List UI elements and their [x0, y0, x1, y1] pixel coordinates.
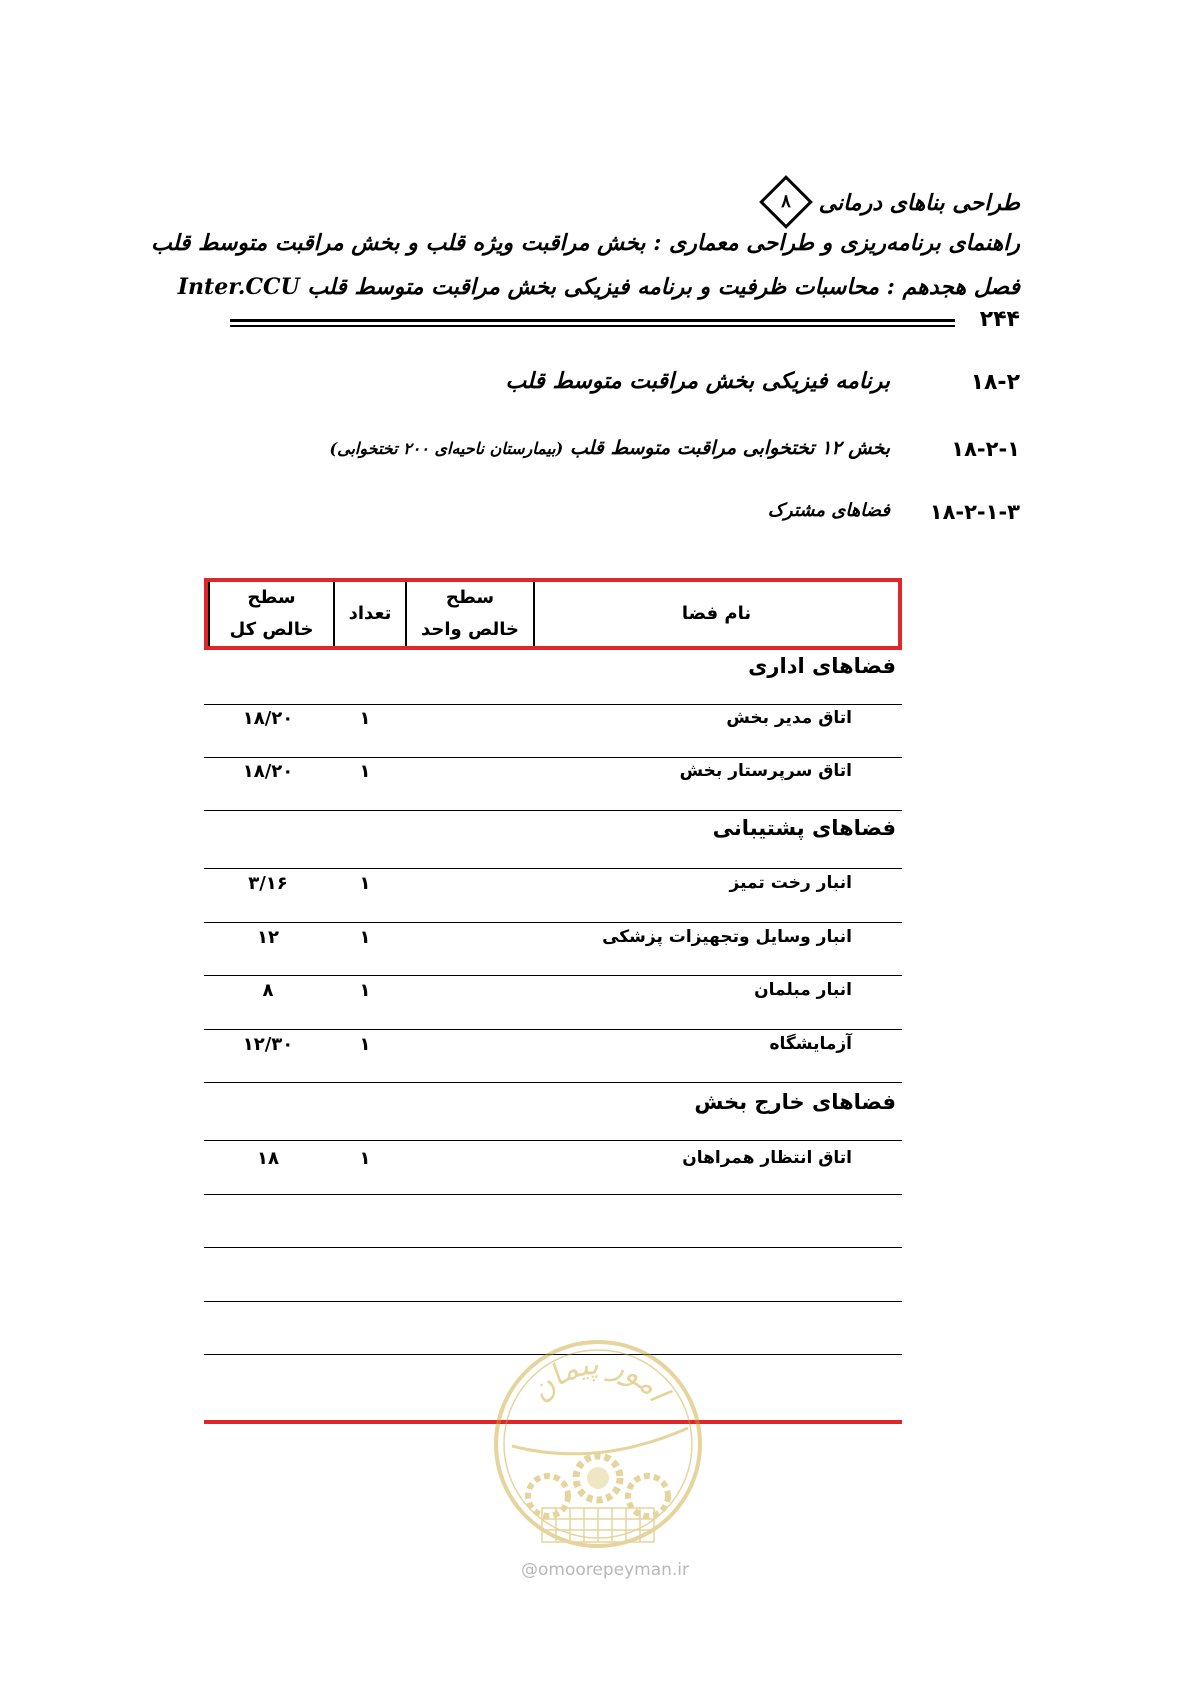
- chapter-title: فصل هجدهم : محاسبات ظرفیت و برنامه فیزیکی بخش مراقبت متوسط قلب: [307, 274, 1020, 300]
- guide-title: راهنمای برنامه‌ریزی و طراحی معماری : بخش مراقبت ویژه قلب و بخش مراقبت متوسط قلب: [151, 230, 1020, 256]
- column-header-line: سطح: [445, 587, 495, 608]
- group-title: فضاهای خارج بخش: [694, 1090, 896, 1114]
- column-header-line: نام فضا: [681, 603, 752, 624]
- section-title: فضاهای مشترک: [767, 500, 890, 521]
- table-row-divider: [204, 1140, 902, 1141]
- series-title-line: [761, 185, 1020, 223]
- column-header-line: سطح: [247, 587, 296, 608]
- space-total-area: ۳/۱۶: [248, 873, 288, 894]
- space-total-area: ۸: [262, 980, 274, 1001]
- chapter-code: Inter.CCU: [177, 274, 300, 300]
- space-count: ۱: [359, 980, 371, 1001]
- column-header-total-area: [208, 582, 333, 646]
- chapter-title-line: [178, 274, 1020, 300]
- column-header-line: خالص واحد: [420, 619, 520, 640]
- space-count: ۱: [359, 1034, 371, 1055]
- table-row-divider: [204, 704, 902, 705]
- column-header-unit-area: [405, 582, 535, 646]
- column-header-count: [333, 582, 405, 646]
- watermark-logo: [492, 1328, 704, 1560]
- table-row-divider: [204, 868, 902, 869]
- section-title: برنامه فیزیکی بخش مراقبت متوسط قلب: [505, 368, 890, 394]
- space-name: انبار وسایل وتجهیزات پزشکی: [602, 927, 852, 947]
- section-number: ۱۸-۲-۱-۳: [929, 500, 1020, 524]
- space-count: ۱: [359, 761, 371, 782]
- series-title: طراحی بناهای درمانی: [818, 190, 1020, 216]
- page-number: ۲۴۴: [979, 307, 1020, 332]
- header-rule: [230, 319, 955, 322]
- space-total-area: ۱۲/۳۰: [242, 1034, 294, 1055]
- space-total-area: ۱۸/۲۰: [242, 708, 294, 729]
- group-title: فضاهای اداری: [748, 654, 896, 678]
- series-number: ۸: [781, 191, 791, 212]
- section-note: (بیمارستان ناحیه‌ای ۲۰۰ تختخوابی): [329, 439, 564, 458]
- space-total-area: ۱۸/۲۰: [242, 761, 294, 782]
- table-row-divider: [204, 810, 902, 811]
- space-total-area: ۱۲: [257, 927, 279, 948]
- space-name: انبار مبلمان: [754, 980, 852, 1000]
- table-row-divider: [204, 975, 902, 976]
- table-row-divider: [204, 1194, 902, 1195]
- watermark-logo-text: امور پیمان: [522, 1346, 675, 1409]
- table-row-divider: [204, 1301, 902, 1302]
- space-name: انبار رخت تمیز: [729, 873, 852, 893]
- section-title-line: [330, 437, 890, 459]
- table-row-divider: [204, 922, 902, 923]
- column-header-line: تعداد: [348, 603, 392, 624]
- space-count: ۱: [359, 873, 371, 894]
- space-name: اتاق مدیر بخش: [726, 708, 852, 728]
- table-row-divider: [204, 1247, 902, 1248]
- series-number-badge: [759, 175, 813, 229]
- space-count: ۱: [359, 1148, 371, 1169]
- table-header: [204, 578, 902, 650]
- space-count: ۱: [359, 927, 371, 948]
- section-number: ۱۸-۲: [970, 370, 1020, 395]
- group-title: فضاهای پشتیبانی: [712, 816, 896, 840]
- space-total-area: ۱۸: [257, 1148, 279, 1169]
- space-name: آزمایشگاه: [769, 1034, 852, 1054]
- table-row-divider: [204, 1082, 902, 1083]
- section-number: ۱۸-۲-۱: [951, 437, 1020, 461]
- table-row-divider: [204, 1029, 902, 1030]
- column-header-line: خالص کل: [229, 619, 314, 640]
- space-name: اتاق سرپرستار بخش: [679, 761, 852, 781]
- space-count: ۱: [359, 708, 371, 729]
- section-title: بخش ۱۲ تختخوابی مراقبت متوسط قلب: [569, 437, 890, 459]
- watermark-url: @omoorepeyman.ir: [520, 1560, 690, 1580]
- header-rule: [230, 325, 955, 327]
- space-name: اتاق انتظار همراهان: [682, 1148, 852, 1168]
- column-header-name: [535, 582, 898, 646]
- table-row-divider: [204, 757, 902, 758]
